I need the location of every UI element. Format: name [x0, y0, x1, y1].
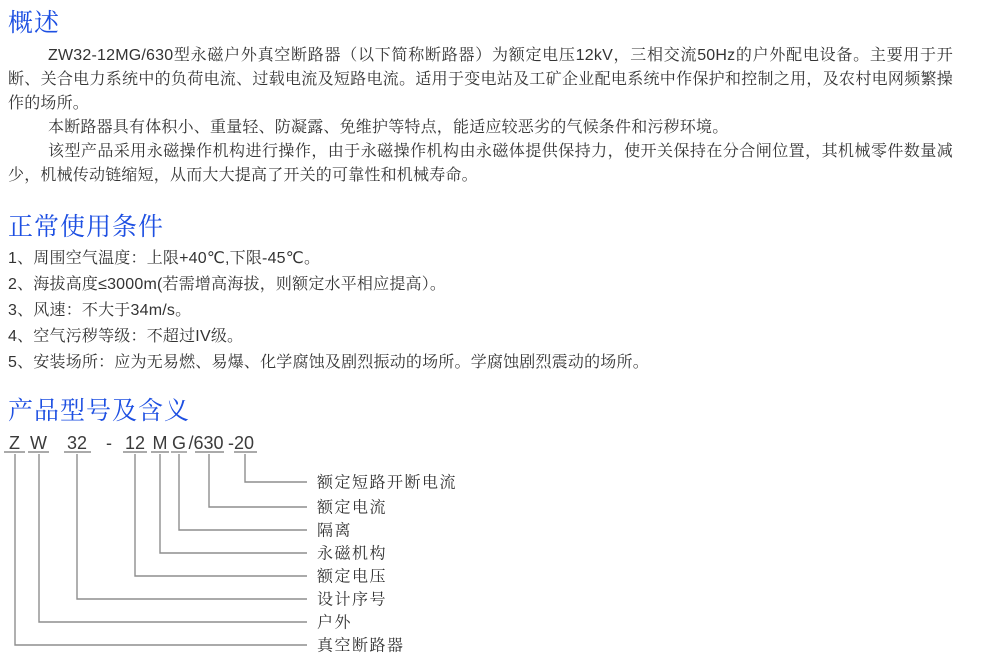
model-code-segment: -20	[227, 433, 255, 453]
condition-item: 1、周围空气温度：上限+40℃,下限-45℃。	[8, 250, 321, 267]
model-code-segment: M	[152, 433, 168, 453]
model-code-segment: G	[171, 433, 187, 453]
model-code-segment: 12	[124, 433, 146, 453]
model-meaning-label: 隔离	[317, 522, 353, 540]
heading-model-designation: 产品型号及含义	[8, 397, 191, 425]
condition-item: 5、安装场所：应为无易燃、易爆、化学腐蚀及剧烈振动的场所。学腐蚀剧烈震动的场所。	[8, 354, 649, 371]
diagram-connector-line	[39, 454, 307, 622]
heading-overview: 概述	[8, 9, 61, 37]
condition-item: 2、海拔高度≤3000m(若需增高海拔，则额定水平相应提高）。	[8, 276, 447, 293]
condition-item: 3、风速：不大于34m/s。	[8, 302, 192, 319]
model-meaning-label: 户外	[317, 614, 353, 632]
overview-paragraph: ZW32-12MG/630型永磁户外真空断路器（以下简称断路器）为额定电压12kV，三相交流50Hz的户外配电设备。主要用于开断、关合电力系统中的负荷电流、过载电流及短路电流。适用于变电站及工矿企业配电系统中作保护和控制之用，及农村电网频繁操作的场所。	[8, 47, 953, 112]
heading-normal-conditions: 正常使用条件	[8, 213, 165, 241]
model-meaning-label: 额定电流	[317, 499, 388, 517]
model-meaning-label: 设计序号	[317, 591, 388, 609]
model-code-segment: -	[106, 433, 112, 453]
model-meaning-label: 永磁机构	[317, 545, 388, 563]
model-meaning-label: 额定电压	[317, 568, 388, 586]
condition-item: 4、空气污秽等级：不超过IV级。	[8, 328, 244, 345]
overview-paragraph: 该型产品采用永磁操作机构进行操作，由于永磁操作机构由永磁体提供保持力，使开关保持在分合闸位置，其机械零件数量减少，机械传动链缩短，从而大大提高了开关的可靠性和机械寿命。	[8, 143, 953, 184]
model-code-segment: W	[30, 433, 47, 453]
diagram-connector-line	[77, 454, 307, 599]
model-code-segment: 32	[66, 433, 88, 453]
diagram-connector-line	[135, 454, 307, 576]
overview-paragraphs	[8, 44, 990, 188]
model-code-segment: Z	[9, 433, 20, 453]
diagram-connector-line	[160, 454, 307, 553]
overview-paragraph: 本断路器具有体积小、重量轻、防凝露、免维护等特点，能适应较恶劣的气候条件和污秽环境。	[48, 119, 729, 136]
diagram-connector-line	[179, 454, 307, 530]
model-designation-diagram	[0, 426, 992, 670]
conditions-list	[8, 246, 990, 376]
diagram-connector-line	[209, 454, 307, 507]
model-code-segment: /630	[188, 433, 224, 453]
model-meaning-label: 额定短路开断电流	[317, 474, 458, 492]
model-meaning-label: 真空断路器	[317, 637, 405, 655]
diagram-connector-line	[245, 454, 307, 482]
